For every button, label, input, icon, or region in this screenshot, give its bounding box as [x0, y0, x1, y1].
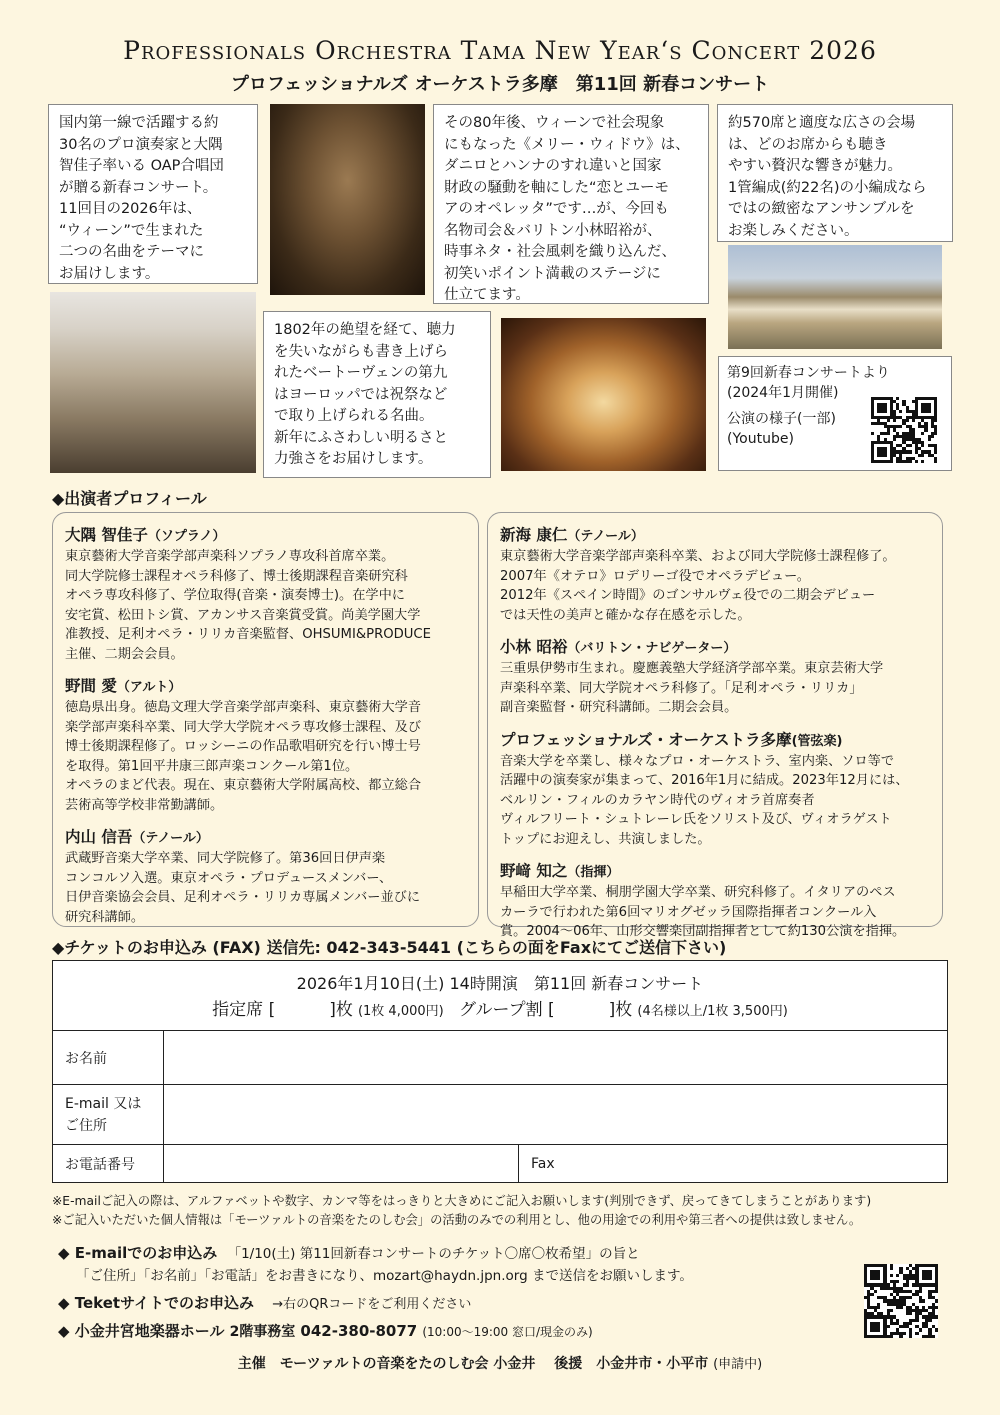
apply-hall-room: 2階事務室: [229, 1324, 296, 1340]
group-price: (4名様以上/1枚 3,500円): [637, 1003, 788, 1019]
box-line: で取り上げられる名曲。: [274, 408, 434, 424]
email-label-line-2: ご住所: [65, 1117, 107, 1134]
intro-box-3: [717, 104, 953, 242]
youtube-line-4: (Youtube): [727, 431, 794, 447]
box-line: 11回目の2026年は、: [59, 201, 202, 217]
notes: [52, 1192, 952, 1230]
profile-name: 野﨑 知之（指揮）: [500, 862, 620, 880]
box-line: 財政の騒動を軸にした“恋とユーモ: [444, 179, 670, 196]
box-line: が贈る新春コンサート。: [59, 179, 218, 196]
title-english: Professionals Orchestra Tama New Year‘s Concert 2026: [123, 36, 877, 65]
profile-name: 内山 信吾（テノール）: [65, 828, 209, 846]
ticket-heading: ◆チケットのお申込み (FAX) 送信先: 042-343-5441 (こちらの面をFaxにてご送信下さい): [52, 938, 727, 957]
box-line: やすい贅沢な響きが魅力。: [728, 158, 902, 174]
email-label-line-1: E-mail 又は: [65, 1095, 142, 1112]
youtube-line-2: (2024年1月開催): [727, 385, 839, 401]
box-line: 時事ネタ・社会風刺を織り込んだ、: [444, 244, 676, 260]
profile-name: 新海 康仁（テノール）: [500, 526, 644, 544]
box-line: 名物司会＆バリトン小林昭裕が、: [444, 222, 662, 239]
profile-bio: 東京藝術大学音楽学部声楽科卒業、および同大学院修士課程修了。 2007年《オテロ》ロデリーゴ役でオペラデビュー。 2012年《スペイン時間》のゴンサルヴェ役での二期会デビュー では天性の美声と確かな存在感を示した。: [500, 549, 896, 623]
box-line: ではの緻密なアンサンブルを: [728, 201, 915, 217]
youtube-box: [718, 356, 952, 471]
box-line: 仕立てます。: [444, 287, 530, 303]
intro-box-1: [48, 104, 258, 284]
box-line: 力強さをお届けします。: [274, 451, 433, 467]
profile-bio: 早稲田大学卒業、桐朋学園大学卒業、研究科修了。イタリアのペス カーラで行われた第6回マリオグゼッラ国際指揮者コンクール入 賞。2004～06年、山形交響楽団副指揮者として約130公演を指揮。: [500, 885, 906, 939]
profile-name: プロフェッショナルズ・オーケストラ多摩(管弦楽): [500, 730, 843, 749]
seat-price: (1枚 4,000円): [357, 1003, 444, 1019]
youtube-qr-code-icon[interactable]: [871, 397, 937, 463]
apply-hall: [58, 1320, 593, 1341]
intro-box-2: [433, 104, 709, 304]
box-line: 1802年の絶望を経て、聴力: [274, 322, 456, 338]
seat-label: 指定席 [: [212, 999, 276, 1020]
profile-bio: 東京藝術大学音楽学部声楽科ソプラノ専攻科首席卒業。 同大学院修士課程オペラ科修了、博士後期課程音楽研究科 オペラ専攻科修了、学位取得(音楽・演奏博士)。在学中に 安宅賞、松田トシ賞、アカンサス音楽賞受賞。尚美学園大学 准教授、足利オペラ・リリカ音楽監督、OHSUMI&PRODUCE 主催、二期会会員。: [65, 549, 431, 662]
box-line: 約570席と適度な広さの会場: [728, 115, 916, 131]
apply-hall-heading: ◆ 小金井宮地楽器ホール: [58, 1322, 225, 1340]
apply-hall-hours: (10:00～19:00 窓口/現金のみ): [422, 1325, 593, 1339]
profiles-left-panel: [52, 512, 479, 927]
profile-name: 野間 愛（アルト）: [65, 677, 182, 695]
intro-box-4: [263, 311, 491, 478]
ticket-form: [52, 960, 948, 1183]
fax-field[interactable]: [519, 1145, 948, 1183]
box-line: お楽しみください。: [728, 222, 859, 239]
phone-field[interactable]: [164, 1145, 519, 1183]
profiles-right-panel: [487, 512, 943, 939]
group-label: グループ割 [: [458, 999, 555, 1020]
box-line: 二つの名曲をテーマに: [59, 244, 204, 260]
teket-qr-code-icon[interactable]: [864, 1264, 938, 1338]
youtube-line-1: 第9回新春コンサートより: [727, 365, 890, 381]
beethoven-bust-photo: [270, 104, 425, 295]
box-line: 智佳子率いる OAP合唱団: [59, 158, 224, 174]
title-japanese: プロフェッショナルズ オーケストラ多摩 第11回 新春コンサート: [230, 74, 770, 95]
profile-name: 小林 昭裕（バリトン・ナビゲーター）: [500, 638, 737, 656]
profile-bio: 武蔵野音楽大学卒業、同大学院修了。第36回日伊声楽 コンコルソ入選。東京オペラ・プロデュースメンバー、 日伊音楽協会会員、足利オペラ・リリカ専属メンバー並びに 研究科講師。: [65, 851, 421, 925]
schonbrunn-palace-photo: [728, 245, 942, 349]
ticket-event-line: 2026年1月10日(土) 14時開演 第11回 新春コンサート: [296, 973, 704, 993]
box-line: アのオペレッタ”です…が、今回も: [444, 201, 669, 217]
note-2: ※ご記入いただいた個人情報は「モーツァルトの音楽をたのしむ会」の活動のみでの利用とし、他の用途での利用や第三者への提供は致しません。: [52, 1213, 862, 1227]
footer-organizers: 主催 モーツァルトの音楽をたのしむ会 小金井 後援 小金井市・小平市: [237, 1356, 709, 1372]
email-address-field[interactable]: [164, 1085, 948, 1145]
profile-name: 大隅 智佳子（ソプラノ）: [65, 526, 226, 544]
box-line: お届けします。: [59, 265, 160, 282]
box-line: はヨーロッパでは祝祭など: [274, 386, 448, 403]
profile-bio: 徳島県出身。徳島文理大学音楽学部声楽科、東京藝術大学音 楽学部声楽科卒業、同大学大学院オペラ専攻修士課程、及び 博士後期課程修了。ロッシーニの作品歌唱研究を行い博士号 を取得。第1回平井康三郎声楽コンクール第1位。 オペラのまど代表。現在、東京藝術大学附属高校、都立総合 芸術高等学校非常勤講師。: [65, 700, 422, 813]
apply-teket-text: →右のQRコードをご利用ください: [272, 1297, 472, 1312]
box-line: れたベートーヴェンの第九: [274, 365, 448, 381]
box-line: 30名のプロ演奏家と大隅: [59, 136, 223, 153]
footer: [0, 1353, 1000, 1373]
email-address-label: [53, 1085, 164, 1145]
fax-label: Fax: [531, 1155, 555, 1172]
youtube-line-3: 公演の様子(一部): [727, 411, 836, 427]
box-line: ダニロとハンナのすれ違いと国家: [444, 158, 662, 174]
name-field[interactable]: [164, 1031, 948, 1085]
apply-hall-phone: 042-380-8077: [300, 1322, 418, 1340]
box-line: にもなった《メリー・ウィドウ》は、: [444, 136, 690, 153]
apply-email-text-2: 「ご住所」「お名前」「お電話」をお書きになり、mozart@haydn.jpn.org まで送信をお願いします。: [76, 1268, 693, 1284]
note-1: ※E-mailご記入の際は、アルファベットや数字、カンマ等をはっきりと大きめにご記入お願いします(判別できず、戻ってきてしまうことがあります): [52, 1194, 872, 1208]
profile-bio: 音楽大学を卒業し、様々なプロ・オーケストラ、室内楽、ソロ等で 活躍中の演奏家が集まって、2016年1月に結成。2023年12月には、 ベルリン・フィルのカラヤン時代のヴィオラ首席奏者 ヴィルフリート・シュトレーレ氏をソリスト及び、ヴィオラゲスト トップにお迎えし、共演しました。: [500, 753, 909, 847]
concert-hall-photo: [501, 318, 706, 471]
box-line: を失いながらも書き上げら: [274, 343, 448, 360]
apply-email-heading: ◆ E-mailでのお申込み: [58, 1244, 218, 1262]
box-line: は、どのお席からも聴き: [728, 136, 888, 153]
vienna-opera-photo: [50, 292, 256, 473]
box-line: 国内第一線で活躍する約: [59, 115, 219, 131]
apply-email-text-1: 「1/10(土) 第11回新春コンサートのチケット〇席〇枚希望」の旨と: [227, 1246, 640, 1262]
box-line: 新年にふさわしい明るさと: [274, 429, 448, 446]
box-line: 1管編成(約22名)の小編成なら: [728, 179, 927, 196]
seat-unit: ]枚: [329, 999, 353, 1020]
profiles-heading: ◆出演者プロフィール: [52, 489, 207, 508]
box-line: “ウィーン”で生まれた: [59, 222, 204, 239]
ticket-seat-line: [65, 997, 935, 1025]
box-line: 初笑いポイント満載のステージに: [444, 265, 661, 282]
apply-teket: [58, 1292, 471, 1313]
group-unit: ]枚: [608, 999, 633, 1020]
apply-email: [58, 1242, 858, 1287]
phone-label: お電話番号: [53, 1145, 164, 1183]
name-label: お名前: [53, 1031, 164, 1085]
box-line: その80年後、ウィーンで社会現象: [444, 115, 665, 131]
footer-pending: (申請中): [713, 1357, 763, 1372]
profile-bio: 三重県伊勢市生まれ。慶應義塾大学経済学部卒業。東京芸術大学 声楽科卒業、同大学院オペラ科修了。「足利オペラ・リリカ」 副音楽監督・研究科講師。二期会会員。: [500, 661, 884, 715]
apply-teket-heading: ◆ Teketサイトでのお申込み: [58, 1294, 255, 1312]
